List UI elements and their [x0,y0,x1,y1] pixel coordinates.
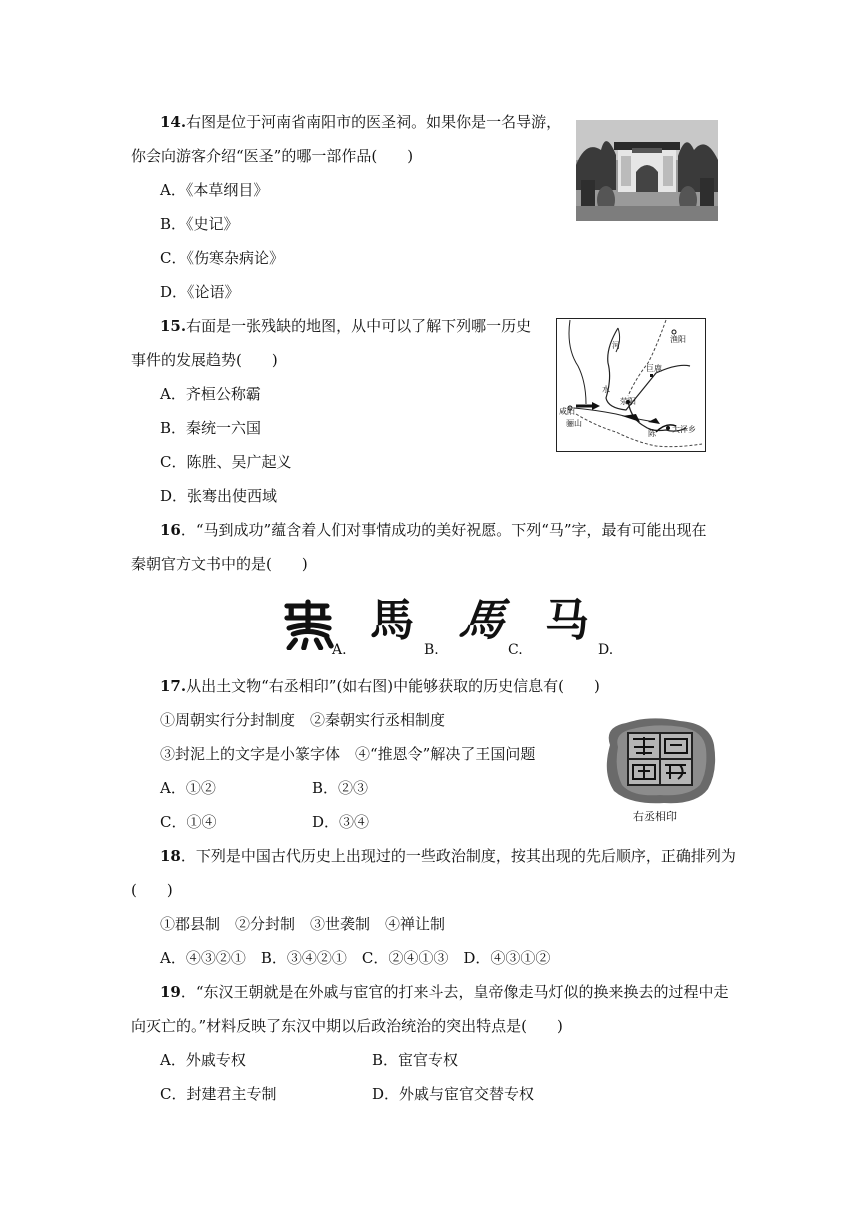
horse-label-b: B. [424,642,439,658]
q18-number: 18 [160,847,181,865]
q15-option-b: B．秦统一六国 [160,419,262,437]
q14-option-a: A．《本草纲目》 [160,181,269,199]
map-label-he: 河 [612,341,620,350]
q17-line1: 17.从出土文物“右丞相印”(如右图)中能够获取的历史信息有( ) [160,677,600,695]
q17-option-c: C．①④ [160,813,217,831]
map-label-dazexiang: 大泽乡 [672,425,696,434]
q19-option-a: A．外戚专权 [160,1051,246,1069]
q16-number: 16 [160,521,181,539]
horse-glyph-c: 馬 [456,595,508,646]
q19-line2: 向灭亡的。”材料反映了东汉中期以后政治统治的突出特点是( ) [131,1017,563,1035]
map-label-julu: 巨鹿 [646,364,662,373]
seal-caption: 右丞相印 [633,810,677,823]
q17-option-b: B．②③ [312,779,369,797]
map-label-yuyang: 渔阳 [670,335,686,344]
yisheng-shrine-photo [576,120,718,221]
horse-glyph-d: 马 [545,595,589,646]
q14-line1: 14.右图是位于河南省南阳市的医圣祠。如果你是一名导游， [160,113,562,131]
chancellor-seal-image [600,715,718,805]
q18-line3: ①郡县制 ②分封制 ③世袭制 ④禅让制 [160,915,446,933]
q15-number: 15. [160,317,187,335]
q17-number: 17. [160,677,187,695]
q17-option-a: A．①② [160,779,216,797]
q17-line3: ③封泥上的文字是小篆字体 ④“推恩令”解决了王国问题 [160,745,536,763]
q14-line2: 你会向游客介绍“医圣”的哪一部作品( ) [131,147,414,165]
map-label-chen: 陈 [648,429,656,438]
horse-label-c: C. [508,642,523,658]
q14-option-c: C．《伤寒杂病论》 [160,249,284,267]
q14-number: 14. [160,113,187,131]
q15-option-a: A．齐桓公称霸 [160,385,261,403]
q15-option-d: D．张骞出使西域 [160,487,278,505]
q18-line2: ( ) [131,881,173,899]
horse-glyph-b: 馬 [370,595,414,646]
q19-line1: 19．“东汉王朝就是在外戚与宦官的打来斗去，皇帝像走马灯似的换来换去的过程中走 [160,983,729,1001]
q16-line1: 16．“马到成功”蕴含着人们对事情成功的美好祝愿。下列“马”字，最有可能出现在 [160,521,707,539]
horse-glyph-a [281,598,336,661]
q17-line2: ①周朝实行分封制度 ②秦朝实行丞相制度 [160,711,446,729]
map-label-shui: 水 [602,385,610,394]
q19-number: 19 [160,983,181,1001]
q15-line2: 事件的发展趋势( ) [131,351,278,369]
q15-option-c: C．陈胜、吴广起义 [160,453,292,471]
uprising-route-map [556,318,706,452]
q17-option-d: D．③④ [312,813,370,831]
q16-line2: 秦朝官方文书中的是( ) [131,555,308,573]
q18-line1: 18．下列是中国古代历史上出现过的一些政治制度，按其出现的先后顺序，正确排列为 [160,847,736,865]
q14-option-d: D．《论语》 [160,283,240,301]
horse-label-a: A. [332,642,347,658]
q19-option-d: D．外戚与宦官交替专权 [372,1085,535,1103]
map-label-xianyang: 咸阳 [559,407,575,416]
q19-option-c: C．封建君主专制 [160,1085,277,1103]
map-label-xingyang: 荥阳 [620,397,636,406]
map-label-lishan: 骊山 [566,419,582,428]
q19-option-b: B．宦官专权 [372,1051,459,1069]
q14-option-b: B．《史记》 [160,215,239,233]
q18-options: A．④③②① B．③④②① C．②④①③ D．④③①② [160,949,551,967]
horse-label-d: D. [598,642,614,658]
q15-line1: 15.右面是一张残缺的地图，从中可以了解下列哪一历史 [160,317,532,335]
